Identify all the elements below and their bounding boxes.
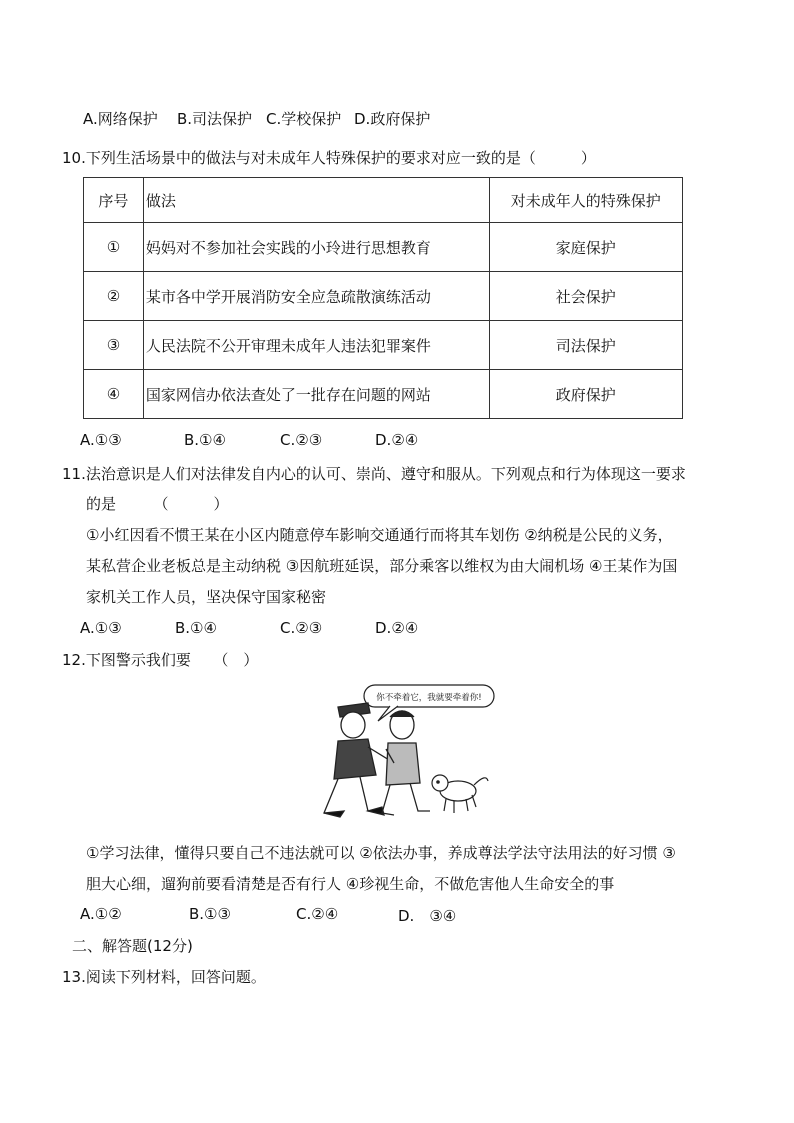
header-index: 序号 (84, 178, 144, 223)
q11-body-line3: 家机关工作人员，坚决保守国家秘密 (86, 588, 327, 606)
policeman-figure (324, 703, 394, 817)
cartoon-illustration (298, 683, 498, 823)
table-header-row (84, 178, 683, 223)
row-practice: 某市各中学开展消防安全应急疏散演练活动 (143, 272, 489, 321)
q11-option-b: B.①④ (175, 619, 217, 637)
q11-option-d: D.②④ (375, 619, 419, 637)
q11-option-a: A.①③ (80, 619, 122, 637)
q11-option-c: C.②③ (280, 619, 323, 637)
table-row (84, 272, 683, 321)
dog-figure (432, 775, 488, 813)
row-protection: 司法保护 (489, 321, 682, 370)
q10-option-a: A.①③ (80, 431, 122, 449)
row-practice: 人民法院不公开审理未成年人违法犯罪案件 (143, 321, 489, 370)
q13-stem: 13.阅读下列材料，回答问题。 (62, 968, 266, 986)
q11-body-line1: ①小红因看不惯王某在小区内随意停车影响交通通行而将其车划伤 ②纳税是公民的义务， (86, 526, 673, 544)
q10-table (83, 177, 683, 419)
row-index: ④ (84, 370, 144, 419)
table-row (84, 321, 683, 370)
speech-text: 你不牵着它，我就要牵着你! (376, 693, 482, 703)
q11-stem-line2: 的是 （ ） (86, 495, 229, 513)
q11-stem-line1: 11.法治意识是人们对法律发自内心的认可、崇尚、遵守和服从。下列观点和行为体现这一要求 (62, 465, 686, 483)
q9-option-d: D.政府保护 (354, 110, 431, 128)
table-row (84, 223, 683, 272)
table-row (84, 370, 683, 419)
q10-option-d: D.②④ (375, 431, 419, 449)
row-protection: 政府保护 (489, 370, 682, 419)
row-practice: 妈妈对不参加社会实践的小玲进行思想教育 (143, 223, 489, 272)
q12-body-line1: ①学习法律，懂得只要自己不违法就可以 ②依法办事，养成尊法学法守法用法的好习惯 ③ (86, 844, 676, 862)
q12-option-a: A.①② (80, 905, 122, 923)
section-heading: 二、解答题(12分) (72, 937, 193, 955)
row-protection: 社会保护 (489, 272, 682, 321)
q12-option-d: D. ③④ (398, 907, 457, 925)
man-figure (382, 711, 430, 815)
row-index: ① (84, 223, 144, 272)
q12-option-c: C.②④ (296, 905, 339, 923)
q12-stem: 12.下图警示我们要 （ ） (62, 651, 259, 669)
q10-stem: 10.下列生活场景中的做法与对未成年人特殊保护的要求对应一致的是（ ） (62, 149, 596, 167)
q12-body-line2: 胆大心细，遛狗前要看清楚是否有行人 ④珍视生命，不做危害他人生命安全的事 (86, 875, 615, 893)
header-practice: 做法 (143, 178, 489, 223)
q12-option-b: B.①③ (189, 905, 231, 923)
row-index: ③ (84, 321, 144, 370)
row-index: ② (84, 272, 144, 321)
speech-bubble (364, 685, 494, 721)
q11-body-line2: 某私营企业老板总是主动纳税 ③因航班延误，部分乘客以维权为由大闹机场 ④王某作为国 (86, 557, 678, 575)
q10-option-c: C.②③ (280, 431, 323, 449)
q10-option-b: B.①④ (184, 431, 226, 449)
q9-option-a: A.网络保护 (83, 110, 158, 128)
row-practice: 国家网信办依法查处了一批存在问题的网站 (143, 370, 489, 419)
header-protection: 对未成年人的特殊保护 (489, 178, 682, 223)
q9-option-b: B.司法保护 (177, 110, 253, 128)
q9-option-c: C.学校保护 (266, 110, 342, 128)
row-protection: 家庭保护 (489, 223, 682, 272)
